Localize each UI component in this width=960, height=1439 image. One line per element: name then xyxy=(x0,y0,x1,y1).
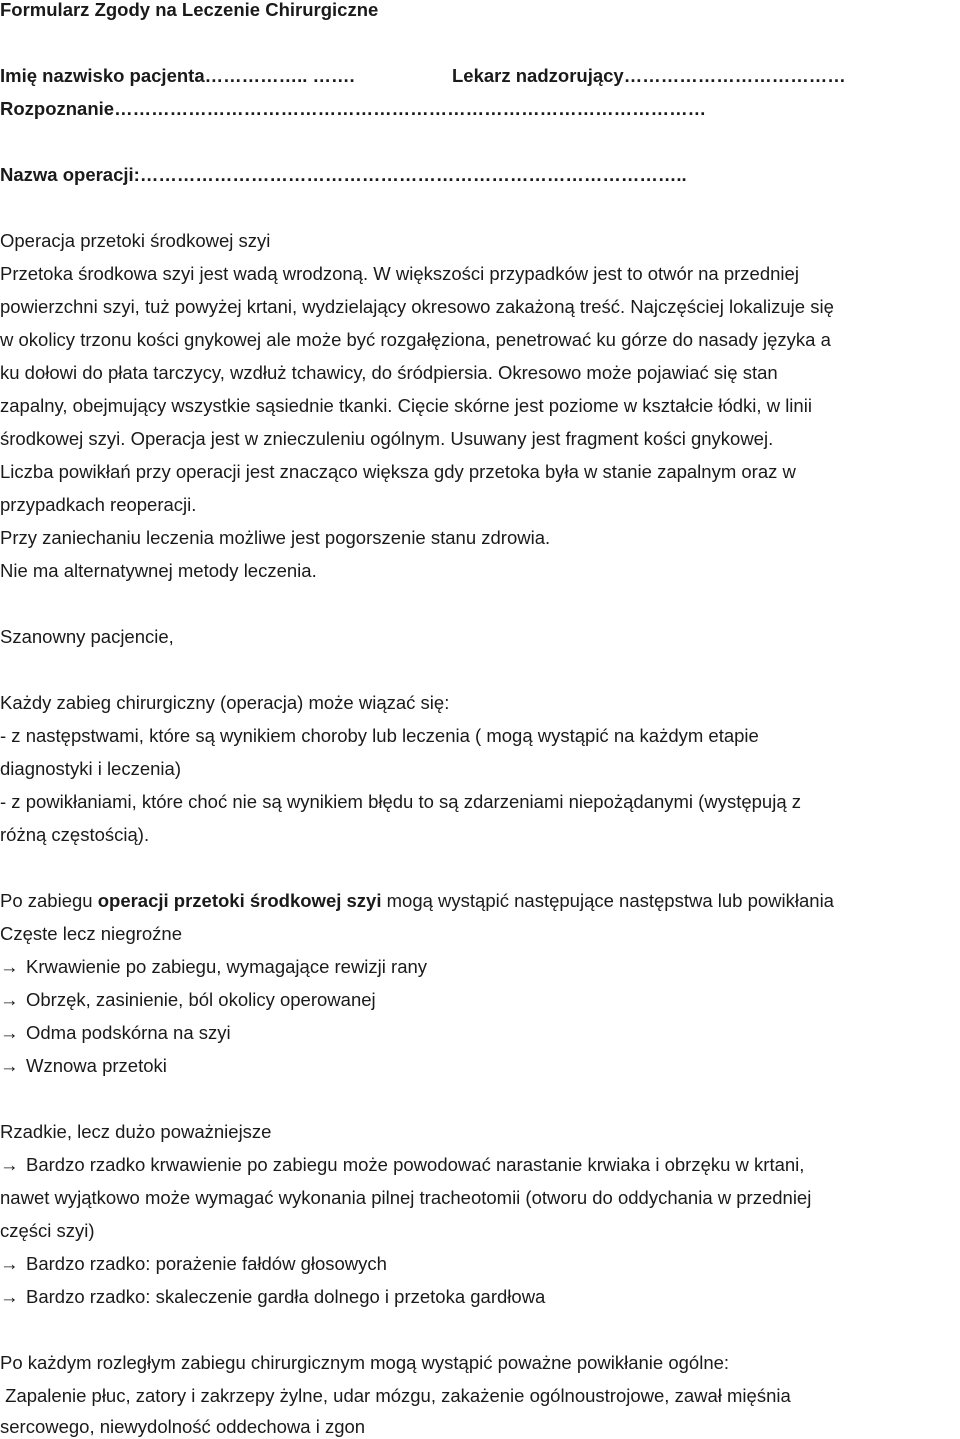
description-line: środkowej szyi. Operacja jest w znieczuleniu ogólnym. Usuwany jest fragment kości gnykowej. xyxy=(0,428,774,449)
description-line: zapalny, obejmujący wszystkie sąsiednie tkanki. Cięcie skórne jest poziome w kształcie łódki, w linii xyxy=(0,395,812,416)
complications-heading-prefix: Po zabiegu xyxy=(0,890,98,911)
list-item xyxy=(0,988,376,1012)
list-item-text: Obrzęk, zasinienie, ból okolicy operowanej xyxy=(26,989,376,1010)
description-line: powierzchni szyi, tuż powyżej krtani, wydzielający okresowo zakażoną treść. Najczęściej lokalizuje się xyxy=(0,296,834,317)
complications-heading xyxy=(0,889,834,913)
list-item xyxy=(0,955,427,979)
risks-intro-line: - z następstwami, które są wynikiem choroby lub leczenia ( mogą wystąpić na każdym etapie xyxy=(0,725,759,746)
list-item-continuation: nawet wyjątkowo może wymagać wykonania pilnej tracheotomii (otworu do oddychania w przedniej xyxy=(0,1187,812,1208)
list-item-text: Bardzo rzadko: porażenie fałdów głosowych xyxy=(26,1253,387,1274)
list-item xyxy=(0,1153,804,1177)
general-line: Zapalenie płuc, zatory i zakrzepy żylne, udar mózgu, zakażenie ogólnoustrojowe, zawał mięśnia xyxy=(0,1385,791,1406)
arrow-right-icon: → xyxy=(0,1154,19,1175)
patient-name-field: Imię nazwisko pacjenta…………….. ……. xyxy=(0,65,355,86)
list-item-text: Wznowa przetoki xyxy=(26,1055,167,1076)
list-item xyxy=(0,1252,387,1276)
description-line: w okolicy trzonu kości gnykowej ale może być rozgałęziona, penetrować ku górze do nasady języka a xyxy=(0,329,831,350)
arrow-right-icon: → xyxy=(0,989,19,1010)
general-line: sercowego, niewydolność oddechowa i zgon xyxy=(0,1416,366,1437)
list-item xyxy=(0,1021,231,1045)
list-item-text: Bardzo rzadko krwawienie po zabiegu może powodować narastanie krwiaka i obrzęku w krtani, xyxy=(26,1154,805,1175)
complications-heading-operation: operacji przetoki środkowej szyi xyxy=(97,890,382,911)
form-title: Formularz Zgody na Leczenie Chirurgiczne xyxy=(0,0,379,20)
description-line: Nie ma alternatywnej metody leczenia. xyxy=(0,560,317,581)
common-heading: Częste lecz niegroźne xyxy=(0,923,183,944)
arrow-right-icon: → xyxy=(0,956,19,977)
risks-intro-line: Każdy zabieg chirurgiczny (operacja) może wiązać się: xyxy=(0,692,450,713)
arrow-right-icon: → xyxy=(0,1253,19,1274)
description-line: ku dołowi do płata tarczycy, wzdłuż tchawicy, do śródpiersia. Okresowo może pojawiać się stan xyxy=(0,362,778,383)
risks-intro-line: diagnostyki i leczenia) xyxy=(0,758,181,779)
greeting: Szanowny pacjencie, xyxy=(0,626,174,647)
section-title: Operacja przetoki środkowej szyi xyxy=(0,230,271,251)
list-item-text: Krwawienie po zabiegu, wymagające rewizji rany xyxy=(26,956,428,977)
diagnosis-field: Rozpoznanie…………………………………………………………………………………… xyxy=(0,98,707,119)
complications-heading-suffix: mogą wystąpić następujące następstwa lub powikłania xyxy=(381,890,834,911)
arrow-right-icon: → xyxy=(0,1286,19,1307)
description-line: Przy zaniechaniu leczenia możliwe jest pogorszenie stanu zdrowia. xyxy=(0,527,551,548)
description-line: przypadkach reoperacji. xyxy=(0,494,197,515)
list-item xyxy=(0,1285,545,1309)
description-line: Przetoka środkowa szyi jest wadą wrodzoną. W większości przypadków jest to otwór na przedniej xyxy=(0,263,799,284)
rare-heading: Rzadkie, lecz dużo poważniejsze xyxy=(0,1121,272,1142)
arrow-right-icon: → xyxy=(0,1022,19,1043)
arrow-right-icon: → xyxy=(0,1055,19,1076)
list-item-text: Bardzo rzadko: skaleczenie gardła dolnego i przetoka gardłowa xyxy=(26,1286,546,1307)
operation-name-field: Nazwa operacji:…………………………………………………………………………….. xyxy=(0,164,687,185)
risks-intro-line: różną częstością). xyxy=(0,824,150,845)
list-item-continuation: części szyi) xyxy=(0,1220,95,1241)
general-heading: Po każdym rozległym zabiegu chirurgicznym mogą wystąpić poważne powikłanie ogólne: xyxy=(0,1352,730,1373)
list-item xyxy=(0,1054,167,1078)
supervising-doctor-field: Lekarz nadzorujący……………………………… xyxy=(452,65,846,86)
list-item-text: Odma podskórna na szyi xyxy=(26,1022,231,1043)
description-line: Liczba powikłań przy operacji jest znacząco większa gdy przetoka była w stanie zapalnym oraz w xyxy=(0,461,796,482)
risks-intro-line: - z powikłaniami, które choć nie są wynikiem błędu to są zdarzeniami niepożądanymi (występują z xyxy=(0,791,802,812)
